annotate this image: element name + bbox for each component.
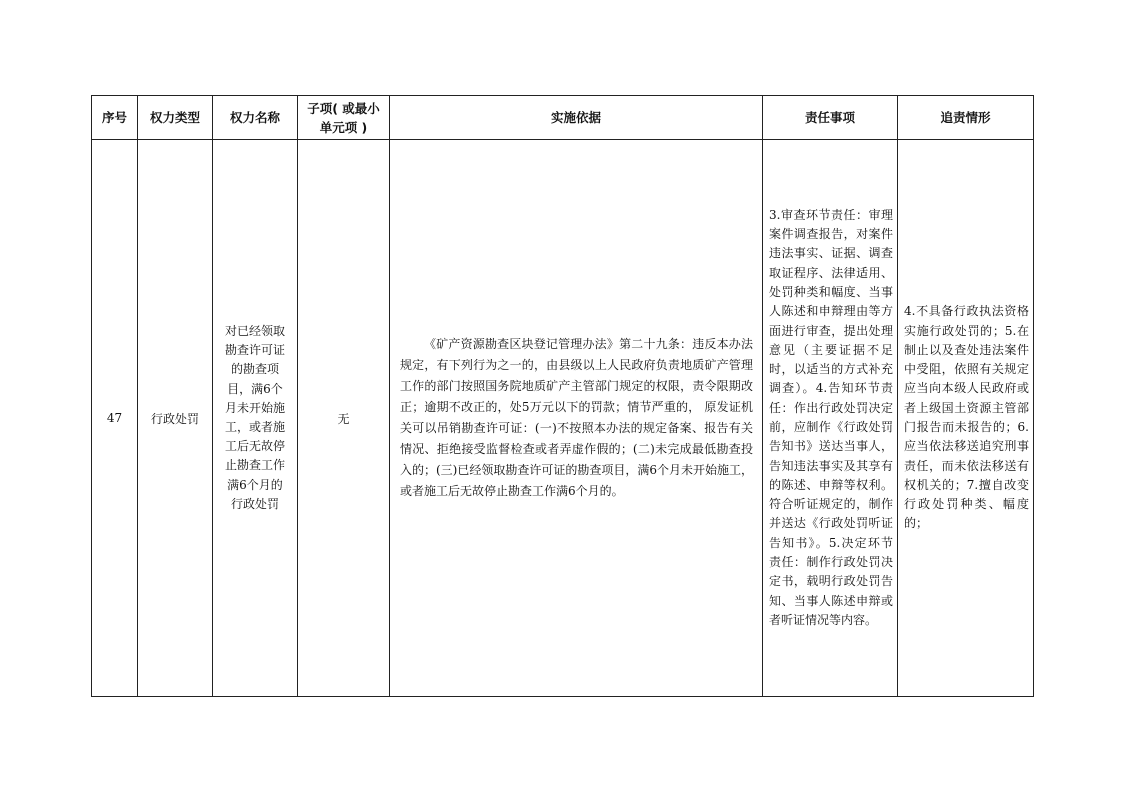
power-name-text: 对已经领取勘查许可证的勘查项目，满6个月未开始施工，或者施工后无故停止勘查工作满6个月的行政处罚 [224, 323, 285, 511]
power-list-table [91, 95, 1034, 697]
header-accountability: 追责情形 [898, 96, 1034, 140]
cell-power-type: 行政处罚 [138, 140, 213, 697]
header-power-name: 权力名称 [213, 96, 298, 140]
cell-duties: 3.审查环节责任：审理案件调查报告，对案件违法事实、证据、调查取证程序、法律适用、处罚种类和幅度、当事人陈述和申辩理由等方面进行审查，提出处理意见（主要证据不足时，以适当的方式补充调查）。4.告知环节责任：作出行政处罚决定前，应制作《行政处罚告知书》送达当事人，告知违法事实及其享有的陈述、申辩等权利。符合听证规定的，制作并送达《行政处罚听证告知书》。5.决定环节责任：制作行政处罚决定书，载明行政处罚告知、当事人陈述申辩或者听证情况等内容。 [763, 140, 898, 697]
cell-seq: 47 [92, 140, 138, 697]
cell-sub-item: 无 [298, 140, 390, 697]
cell-power-name [213, 140, 298, 697]
cell-basis: 《矿产资源勘查区块登记管理办法》第二十九条：违反本办法规定，有下列行为之一的，由县级以上人民政府负责地质矿产管理工作的部门按照国务院地质矿产主管部门规定的权限，责令限期改正；逾期不改正的，处5万元以下的罚款；情节严重的， 原发证机关可以吊销勘查许可证：(一)不按照本办法的规定备案、报告有关情况、拒绝接受监督检查或者弄虚作假的；(二)未完成最低勘查投入的；(三)已经领取勘查许可证的勘查项目，满6个月未开始施工，或者施工后无故停止勘查工作满6个月的。 [390, 140, 763, 697]
header-duties: 责任事项 [763, 96, 898, 140]
table-row [92, 140, 1034, 697]
header-power-type: 权力类型 [138, 96, 213, 140]
header-basis: 实施依据 [390, 96, 763, 140]
header-seq: 序号 [92, 96, 138, 140]
header-row [92, 96, 1034, 140]
header-sub-item-text: 子项( 或最小单元项 ) [307, 100, 380, 135]
cell-accountability: 4.不具备行政执法资格实施行政处罚的；5.在制止以及查处违法案件中受阻，依照有关规定应当向本级人民政府或者上级国土资源主管部门报告而未报告的；6.应当依法移送追究刑事责任，而未依法移送有权机关的；7.擅自改变行政处罚种类、幅度的； [898, 140, 1034, 697]
header-sub-item [298, 96, 390, 140]
